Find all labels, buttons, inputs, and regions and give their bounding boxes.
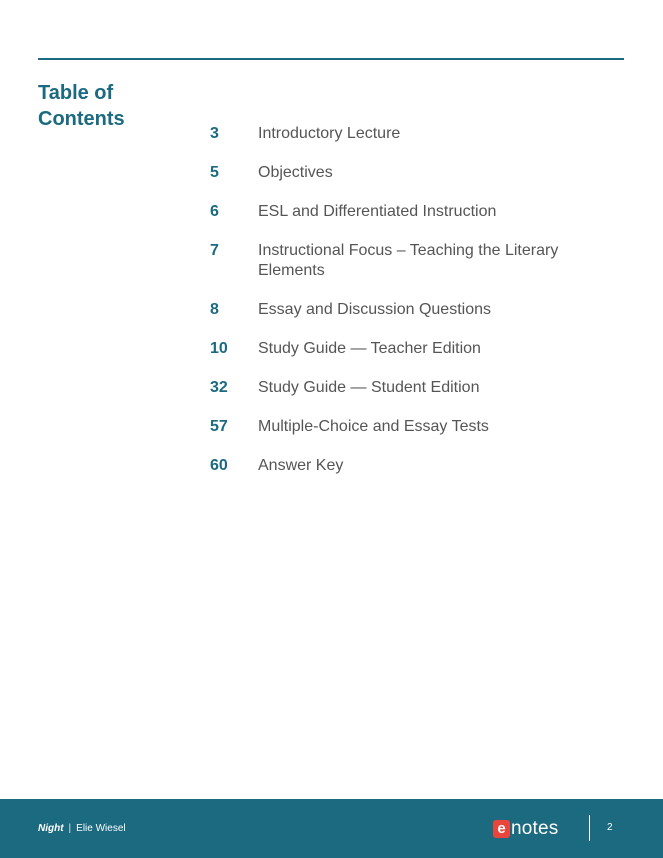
footer-author: Elie Wiesel bbox=[76, 823, 126, 834]
toc-entry[interactable] bbox=[210, 456, 600, 476]
toc-entry-label[interactable]: Study Guide — Student Edition bbox=[258, 379, 480, 396]
toc-entry-label[interactable]: Introductory Lecture bbox=[258, 125, 401, 142]
toc-entry-label[interactable]: Instructional Focus – Teaching the Literary Elements bbox=[258, 242, 559, 279]
page-number: 2 bbox=[607, 822, 613, 833]
toc-page-number: 32 bbox=[210, 379, 228, 396]
toc-page-number: 5 bbox=[210, 164, 219, 181]
toc-entry-label[interactable]: Multiple-Choice and Essay Tests bbox=[258, 418, 489, 435]
toc-list bbox=[210, 124, 600, 495]
toc-entry-label[interactable]: Answer Key bbox=[258, 457, 344, 474]
page-footer bbox=[0, 799, 663, 858]
toc-page-number: 7 bbox=[210, 242, 219, 259]
toc-page-number: 8 bbox=[210, 301, 219, 318]
toc-heading-line2: Contents bbox=[38, 108, 125, 130]
toc-page-number: 10 bbox=[210, 340, 228, 357]
toc-heading bbox=[38, 80, 168, 132]
toc-page-number: 60 bbox=[210, 457, 228, 474]
top-rule bbox=[38, 58, 624, 60]
toc-entry[interactable] bbox=[210, 417, 600, 437]
toc-entry-label[interactable]: ESL and Differentiated Instruction bbox=[258, 203, 497, 220]
footer-book-info bbox=[38, 823, 126, 835]
enotes-logo-text: notes bbox=[511, 818, 559, 839]
toc-entry[interactable] bbox=[210, 124, 600, 144]
toc-entry[interactable] bbox=[210, 241, 600, 281]
toc-entry-label[interactable]: Study Guide — Teacher Edition bbox=[258, 340, 481, 357]
enotes-logo[interactable] bbox=[493, 818, 558, 840]
toc-entry[interactable] bbox=[210, 300, 600, 320]
toc-entry[interactable] bbox=[210, 378, 600, 398]
toc-entry-label[interactable]: Essay and Discussion Questions bbox=[258, 301, 491, 318]
footer-separator: | bbox=[68, 823, 72, 834]
toc-page-number: 6 bbox=[210, 203, 219, 220]
toc-entry[interactable] bbox=[210, 202, 600, 222]
toc-page-number: 57 bbox=[210, 418, 228, 435]
toc-heading-line1: Table of bbox=[38, 82, 114, 104]
enotes-logo-icon: e bbox=[493, 820, 510, 838]
toc-page-number: 3 bbox=[210, 125, 219, 142]
footer-book-title: Night bbox=[38, 823, 64, 834]
toc-entry[interactable] bbox=[210, 163, 600, 183]
footer-divider bbox=[589, 815, 590, 841]
toc-entry-label[interactable]: Objectives bbox=[258, 164, 333, 181]
toc-entry[interactable] bbox=[210, 339, 600, 359]
